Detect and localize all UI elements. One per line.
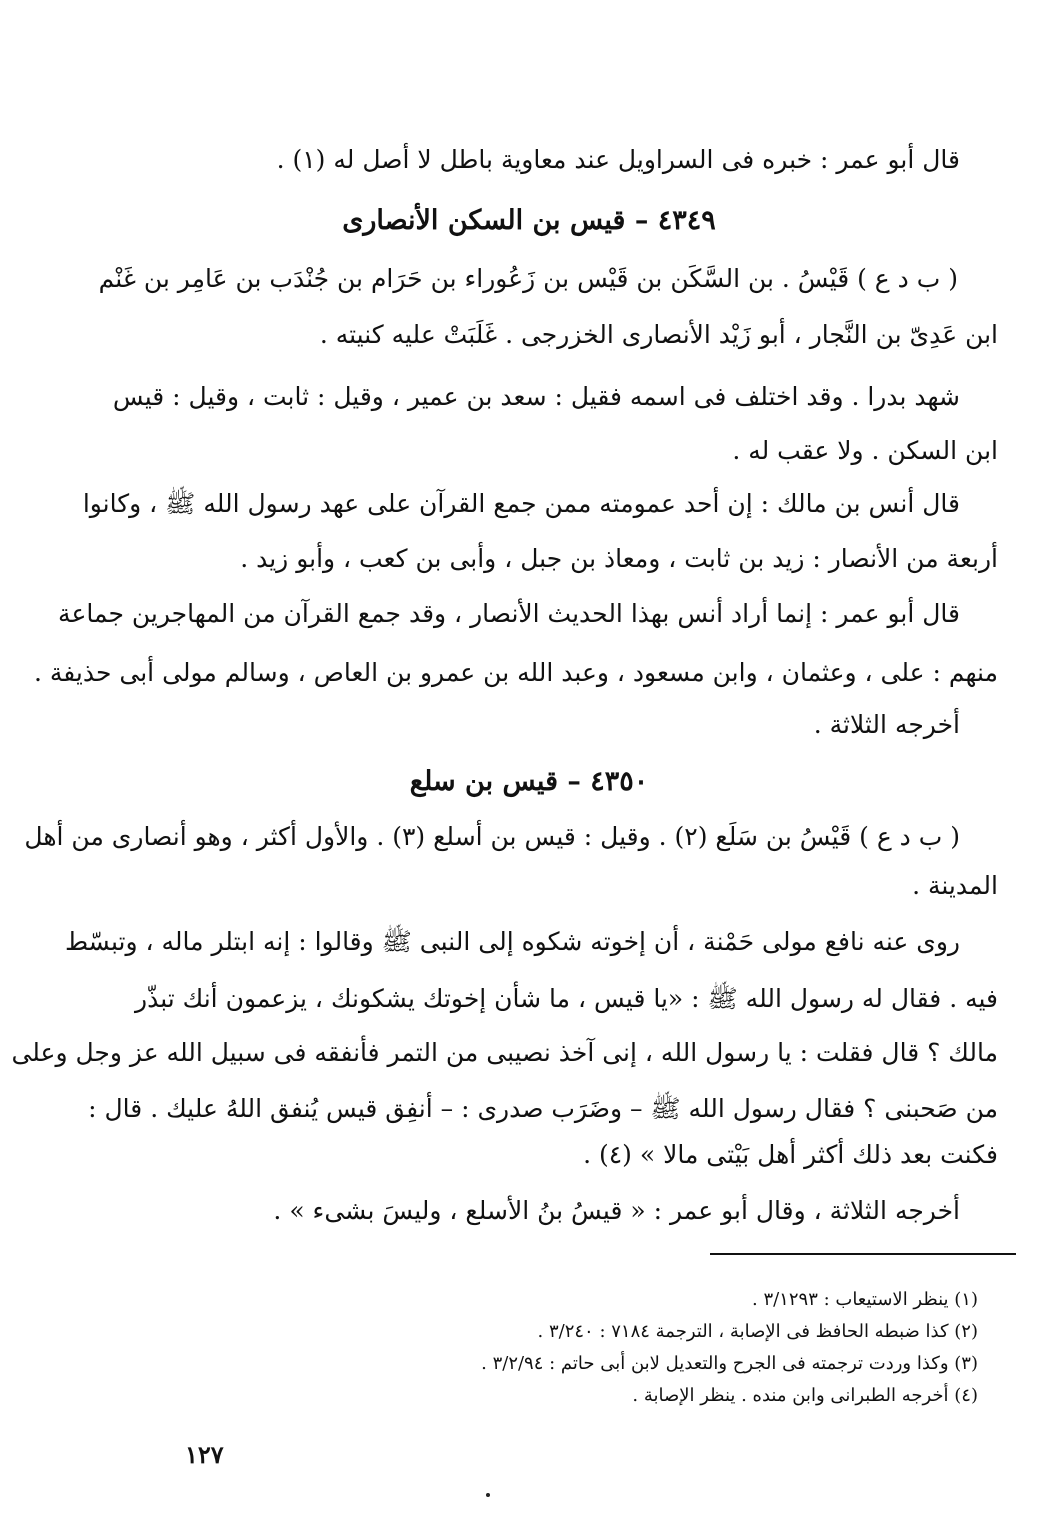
scan-speck <box>486 1493 490 1497</box>
entry-4349-line-5: قال أنس بن مالك : إن أحد عمومته ممن جمع القرآن على عهد رسول الله ﷺ ، وكانوا <box>82 489 960 518</box>
entry-4349-line-4: ابن السكن . ولا عقب له . <box>732 436 998 465</box>
entry-4349-line-7: قال أبو عمر : إنما أراد أنس بهذا الحديث الأنصار ، وقد جمع القرآن من المهاجرين جماعة <box>58 599 960 628</box>
entry-4350-line-8: أخرجه الثلاثة ، وقال أبو عمر : « قيسُ بنُ الأسلع ، وليسَ بشىء » . <box>273 1196 960 1225</box>
entry-4350-line-5: مالك ؟ قال فقلت : يا رسول الله ، إنى آخذ نصيبى من التمر فأنفقه فى سبيل الله عز وجل وعلى <box>11 1038 998 1067</box>
entry-4350-line-7: فكنت بعد ذلك أكثر أهل بَيْتى مالا » (٤) . <box>583 1140 998 1169</box>
entry-4350-line-6: من صَحبنى ؟ فقال رسول الله ﷺ – وضَرَب صدرى : – أنفِق قيس يُنفق اللهُ عليك . قال : <box>88 1094 998 1123</box>
entry-4349-heading: ٤٣٤٩ – قيس بن السكن الأنصارى <box>342 205 716 236</box>
entry-4349-line-9: أخرجه الثلاثة . <box>813 710 960 739</box>
entry-4350-line-2: المدينة . <box>912 871 998 900</box>
footnote-4: (٤) أخرجه الطبرانى وابن منده . ينظر الإصابة . <box>632 1385 978 1406</box>
entry-4350-line-4: فيه . فقال له رسول الله ﷺ : «يا قيس ، ما شأن إخوتك يشكونك ، يزعمون أنك تبذّر <box>135 984 998 1013</box>
entry-4349-line-2: ابن عَدِىّ بن النَّجار ، أبو زَيْد الأنصارى الخزرجى . غَلَبَتْ عليه كنيته . <box>319 320 998 349</box>
entry-4349-line-1: ( ب د ع ) قَيْسُ . بن السَّكَن بن قَيْس بن زَعُوراء بن حَرَام بن جُنْدَب بن عَامِر بن غَنْم <box>98 264 958 293</box>
footnote-3: (٣) وكذا وردت ترجمته فى الجرح والتعديل لابن أبى حاتم : ٣/٢/٩٤ . <box>481 1353 978 1374</box>
entry-4350-line-1: ( ب د ع ) قَيْسُ بن سَلَع (٢) . وقيل : قيس بن أسلع (٣) . والأول أكثر ، وهو أنصارى من أهل <box>24 822 960 851</box>
entry-4349-line-8: منهم : على ، وعثمان ، وابن مسعود ، وعبد الله بن عمرو بن العاص ، وسالم مولى أبى حذيفة . <box>33 658 998 687</box>
page-number: ١٢٧ <box>185 1440 224 1469</box>
entry-4350-line-3: روى عنه نافع مولى حَمْنة ، أن إخوته شكوه إلى النبى ﷺ وقالوا : إنه ابتلر ماله ، وتبسّط <box>64 927 960 956</box>
entry-4350-heading: ٤٣٥٠ – قيس بن سلع <box>409 766 649 797</box>
footnote-1: (١) ينظر الاستيعاب : ٣/١٢٩٣ . <box>752 1289 978 1310</box>
footnote-separator <box>710 1253 1016 1255</box>
footnote-2: (٢) كذا ضبطه الحافظ فى الإصابة ، الترجمة ٧١٨٤ : ٣/٢٤٠ . <box>537 1321 978 1342</box>
entry-4349-line-3: شهد بدرا . وقد اختلف فى اسمه فقيل : سعد بن عمير ، وقيل : ثابت ، وقيل : قيس <box>112 382 960 411</box>
entry-4349-line-6: أربعة من الأنصار : زيد بن ثابت ، ومعاذ بن جبل ، وأبى بن كعب ، وأبو زيد . <box>240 544 998 573</box>
intro-line: قال أبو عمر : خبره فى السراويل عند معاوية باطل لا أصل له (١) . <box>276 145 960 174</box>
